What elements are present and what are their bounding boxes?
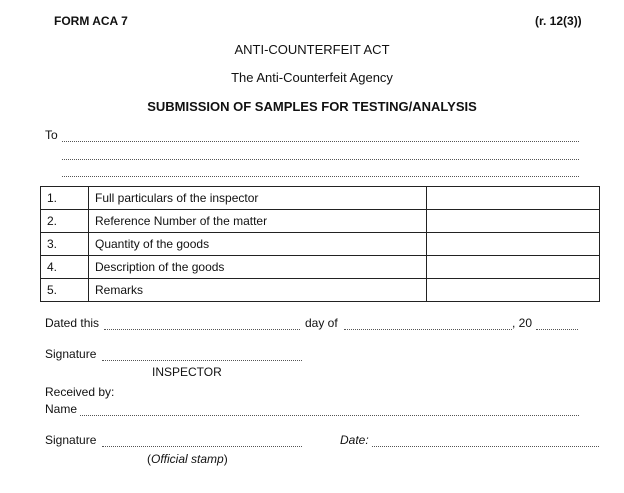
row-number: 5. xyxy=(41,279,89,302)
table-row xyxy=(41,233,600,256)
dated-year-field[interactable] xyxy=(536,328,578,330)
received-by-label: Received by: xyxy=(45,385,115,399)
form-heading: SUBMISSION OF SAMPLES FOR TESTING/ANALYSIS xyxy=(147,99,477,114)
row-label: Description of the goods xyxy=(89,256,427,279)
to-line-3[interactable] xyxy=(62,175,579,177)
form-label: FORM ACA 7 xyxy=(54,14,128,28)
row-value-cell[interactable] xyxy=(427,187,600,210)
row-value-cell[interactable] xyxy=(427,256,600,279)
dated-month-field[interactable] xyxy=(344,328,512,330)
row-number: 3. xyxy=(41,233,89,256)
receiver-date-field[interactable] xyxy=(372,445,599,447)
row-value-cell[interactable] xyxy=(427,279,600,302)
row-label: Reference Number of the matter xyxy=(89,210,427,233)
receiver-name-field[interactable] xyxy=(80,414,579,416)
act-title: ANTI-COUNTERFEIT ACT xyxy=(234,42,390,57)
row-number: 4. xyxy=(41,256,89,279)
stamp-open-paren: ( xyxy=(147,452,151,466)
table-row xyxy=(41,187,600,210)
row-number: 1. xyxy=(41,187,89,210)
to-line-2[interactable] xyxy=(62,158,579,160)
to-line-1[interactable] xyxy=(62,140,579,142)
signature-label: Signature xyxy=(45,347,97,361)
stamp-close-paren: ) xyxy=(223,452,228,466)
agency-name: The Anti-Counterfeit Agency xyxy=(231,70,393,85)
row-value-cell[interactable] xyxy=(427,233,600,256)
inspector-signature-field[interactable] xyxy=(102,359,302,361)
receiver-signature-field[interactable] xyxy=(102,445,302,447)
stamp-text: Official stamp xyxy=(151,452,224,466)
row-label: Remarks xyxy=(89,279,427,302)
table-row xyxy=(41,279,600,302)
row-label: Full particulars of the inspector xyxy=(89,187,427,210)
name-label: Name xyxy=(45,402,78,416)
table-row xyxy=(41,210,600,233)
to-label: To xyxy=(45,128,58,142)
rule-reference: (r. 12(3)) xyxy=(535,14,582,28)
row-value-cell[interactable] xyxy=(427,210,600,233)
particulars-table xyxy=(40,186,600,302)
row-label: Quantity of the goods xyxy=(89,233,427,256)
table-row xyxy=(41,256,600,279)
official-stamp-note xyxy=(147,452,228,466)
receiver-signature-label: Signature xyxy=(45,433,97,447)
inspector-role-label: INSPECTOR xyxy=(152,365,222,379)
dated-day-field[interactable] xyxy=(104,328,300,330)
year-prefix-label: , 20 xyxy=(512,316,533,330)
row-number: 2. xyxy=(41,210,89,233)
day-of-label: day of xyxy=(305,316,338,330)
dated-label: Dated this xyxy=(45,316,100,330)
date-label: Date: xyxy=(340,433,369,447)
